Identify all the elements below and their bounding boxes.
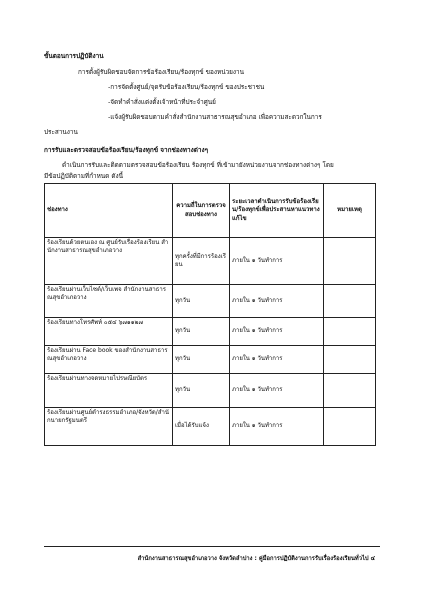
cell-duration: ภายใน ๑ วันทำการ xyxy=(230,318,324,346)
cell-frequency: ทุกวัน xyxy=(173,346,230,374)
table-row xyxy=(45,318,376,346)
footer-divider xyxy=(44,546,380,547)
cell-channel: ร้องเรียนด้วยตนเอง ณ ศูนย์รับเรื่องร้องเรียน สำนักงานสาธารณสุขอำเภอวาง xyxy=(45,238,173,285)
intro-line: ดำเนินการรับและติดตามตรวจสอบข้อร้องเรียน ร้องทุกข์ ที่เข้ามายังหน่วยงานจากช่องทางต่างๆ โดย xyxy=(62,161,334,169)
cell-channel: ร้องเรียนผ่านศูนย์ดำรงธรรมอำเภอ/จังหวัด/สำนักนายกรัฐมนตรี xyxy=(45,408,173,446)
cell-duration: ภายใน ๑ วันทำการ xyxy=(230,238,324,285)
cell-duration: ภายใน ๑ วันทำการ xyxy=(230,346,324,374)
cell-duration: ภายใน ๑ วันทำการ xyxy=(230,285,324,318)
section-heading: ขั้นตอนการปฏิบัติงาน xyxy=(44,52,104,60)
cell-channel: ร้องเรียนผ่านเว็บไซต์/เว็บเพจ สำนักงานสาธารณสุขอำเภอวาง xyxy=(45,285,173,318)
step-line: -จัดทำคำสั่งแต่งตั้งเจ้าหน้าที่ประจำศูนย์ xyxy=(108,98,216,106)
step-line: -การจัดตั้งศูนย์/จุดรับข้อร้องเรียน/ร้องทุกข์ ของประชาชน xyxy=(108,83,265,91)
table-row xyxy=(45,374,376,408)
cell-channel: ร้องเรียนทางโทรศัพท์ ๐๕๔ ๖๗๑๑๒๗ xyxy=(45,318,173,346)
cell-note xyxy=(324,238,376,285)
cell-duration: ภายใน ๑ วันทำการ xyxy=(230,374,324,408)
step-line: ประสานงาน xyxy=(44,128,78,136)
step-line: การตั้งผู้รับผิดชอบจัดการข้อร้องเรียน/ร้องทุกข์ ของหน่วยงาน xyxy=(78,68,244,76)
table-row xyxy=(45,285,376,318)
cell-frequency: ทุกวัน xyxy=(173,285,230,318)
step-line: -แจ้งผู้รับผิดชอบตามคำสั่งสำนักงานสาธารณสุขอำเภอ เพื่อความสะดวกในการ xyxy=(108,113,322,121)
table-header-row xyxy=(45,184,376,238)
header-channel: ช่องทาง xyxy=(45,184,173,238)
cell-duration: ภายใน ๑ วันทำการ xyxy=(230,408,324,446)
table-row xyxy=(45,408,376,446)
table-row xyxy=(45,238,376,285)
cell-note xyxy=(324,318,376,346)
cell-note xyxy=(324,346,376,374)
cell-frequency: ทุกวัน xyxy=(173,374,230,408)
cell-note xyxy=(324,285,376,318)
cell-channel: ร้องเรียนผ่าน Face book ของสำนักงานสาธารณสุขอำเภอวาง xyxy=(45,346,173,374)
intro-line: มีข้อปฏิบัติตามที่กำหนด ดังนี้ xyxy=(44,172,123,180)
cell-channel: ร้องเรียนผ่านทางจดหมายไปรษณียบัตร xyxy=(45,374,173,408)
header-duration: ระยะเวลาดำเนินการรับข้อร้องเรียน/ร้องทุกข์เพื่อประสานหาแนวทางแก้ไข xyxy=(230,184,324,238)
cell-frequency: ทุกครั้งที่มีการร้องเรียน xyxy=(173,238,230,285)
cell-frequency: ทุกวัน xyxy=(173,318,230,346)
table-row xyxy=(45,346,376,374)
cell-note xyxy=(324,408,376,446)
cell-note xyxy=(324,374,376,408)
header-frequency: ความถี่ในการตรวจสอบช่องทาง xyxy=(173,184,230,238)
cell-frequency: เมื่อได้รับแจ้ง xyxy=(173,408,230,446)
page-footer: สำนักงานสาธารณสุขอำเภอวาง จังหวัดลำปาง : คู่มือการปฏิบัติงานการรับเรื่องร้องเรียนทั่วไป ๔ xyxy=(137,556,375,562)
subheading: การรับและตรวจสอบข้อร้องเรียน/ร้องทุกข์ จากช่องทางต่างๆ xyxy=(44,146,208,154)
header-note: หมายเหตุ xyxy=(324,184,376,238)
channels-table xyxy=(44,183,376,446)
